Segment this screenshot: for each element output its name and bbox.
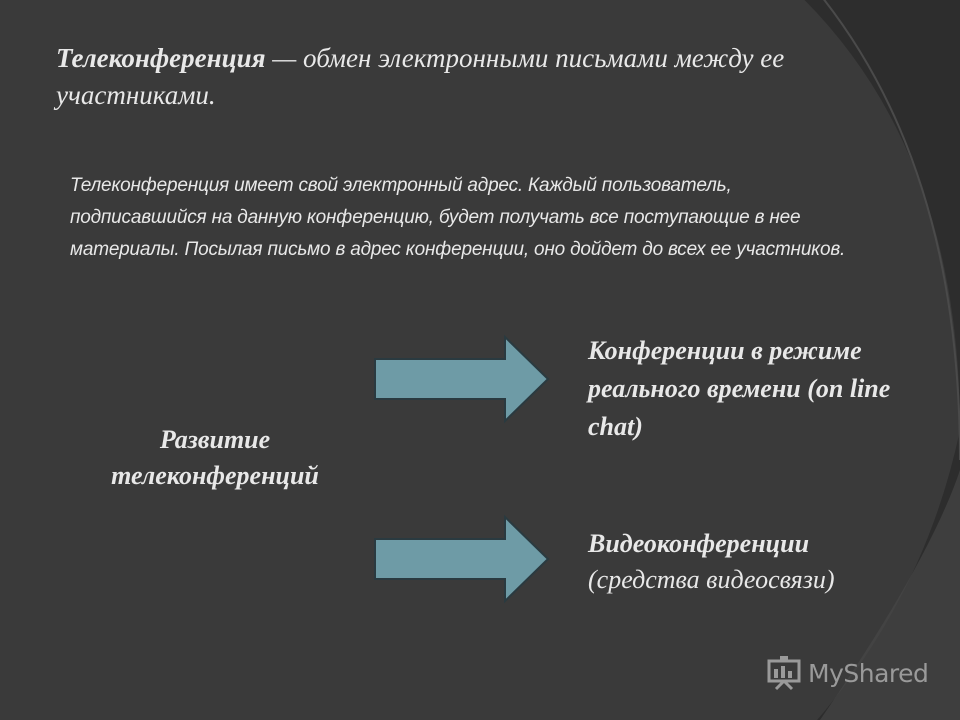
branch-video-note: (средства видеосвязи) — [588, 565, 835, 594]
arrow-right-icon-2 — [372, 514, 552, 604]
branch-video-title: Видеоконференции — [588, 529, 810, 558]
watermark-brand: MyShared — [808, 658, 929, 688]
body-paragraph: Телеконференция имеет свой электронный адрес. Каждый пользователь, подписавшийся на данную конференцию, будет получать все поступающие в нее материалы. Посылая письмо в адрес конференции, оно дойдет до всех ее участников. — [70, 175, 846, 260]
diagram-branch-video — [588, 526, 928, 598]
diagram-root-label: Развитие телеконференций — [111, 425, 319, 490]
slide-heading — [56, 40, 836, 114]
watermark — [766, 655, 928, 691]
heading-term: Телеконференция — [56, 43, 266, 73]
presentation-board-icon — [766, 655, 802, 691]
diagram-branch-realtime: Конференции в режиме реального времени (on line chat) — [588, 336, 891, 441]
heading-definition: — обмен электронными письмами между ее участниками. — [56, 43, 785, 110]
arrow-right-icon-1 — [372, 334, 552, 424]
